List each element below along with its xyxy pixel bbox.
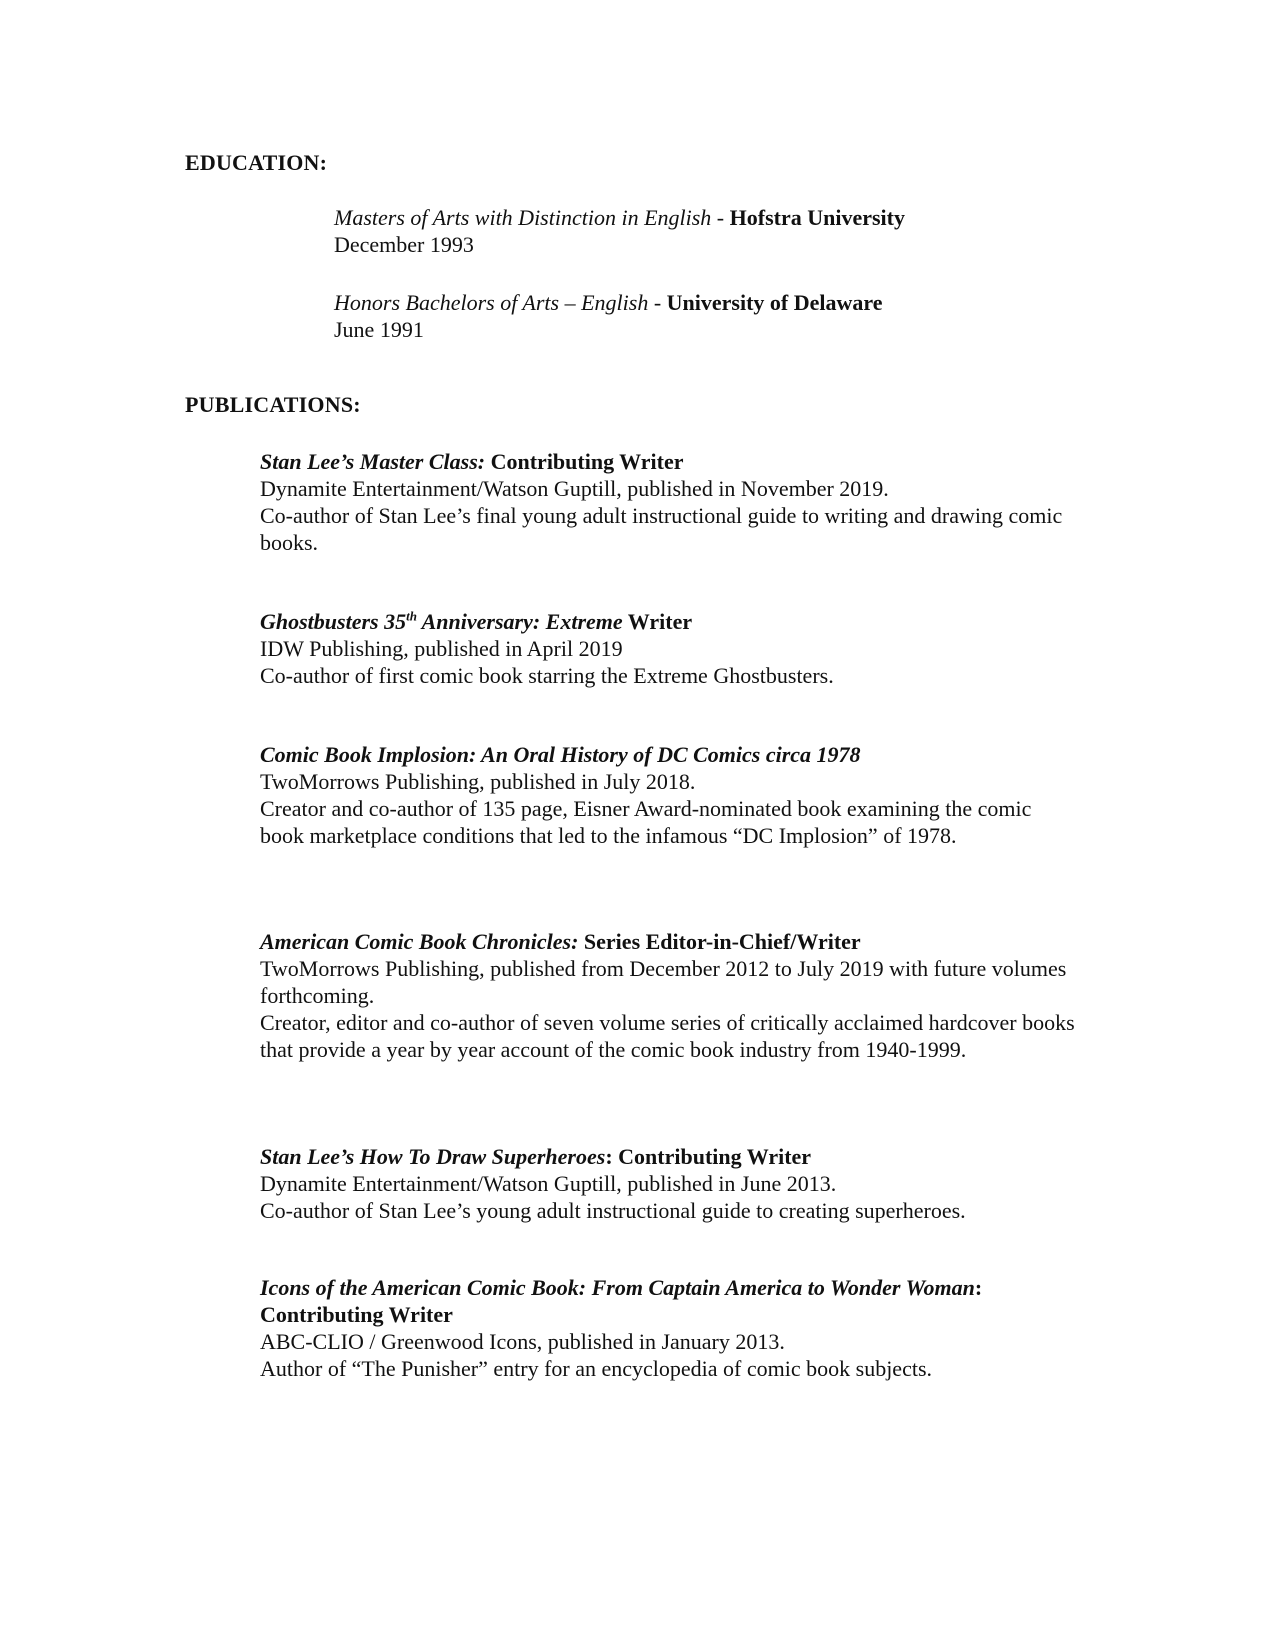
publication-description: Co-author of Stan Lee’s young adult instructional guide to creating superheroes. [260, 1198, 966, 1223]
publication-role: Series Editor-in-Chief/Writer [578, 929, 861, 954]
publication-publisher: ABC-CLIO / Greenwood Icons, published in January 2013. [260, 1329, 785, 1354]
education-date: June 1991 [334, 317, 424, 342]
publication-entry [260, 1143, 1080, 1224]
education-entry [334, 289, 883, 343]
education-degree-line [334, 204, 905, 231]
publication-title: Comic Book Implosion: An Oral History of DC Comics circa 1978 [260, 742, 861, 767]
degree: Masters of Arts with Distinction in English [334, 205, 712, 230]
publication-role: Contributing Writer [485, 449, 684, 474]
publication-entry [260, 1274, 1080, 1382]
education-heading: EDUCATION: [185, 150, 328, 175]
separator: - [711, 205, 730, 230]
publication-entry [260, 608, 1080, 689]
publication-title-line [260, 1143, 1080, 1170]
publication-description: Co-author of Stan Lee’s final young adult instructional guide to writing and drawing comic books. [260, 503, 1063, 555]
publication-title-line [260, 741, 1080, 768]
publications-heading: PUBLICATIONS: [185, 392, 361, 417]
publication-role: : Contributing Writer [260, 1275, 983, 1327]
publication-title: American Comic Book Chronicles: [260, 929, 579, 954]
publication-entry [260, 928, 1080, 1063]
education-degree-line [334, 289, 883, 316]
publication-publisher: TwoMorrows Publishing, published in July 2018. [260, 769, 696, 794]
title-part: Ghostbusters 35 [260, 609, 407, 634]
publication-title-line [260, 448, 1080, 475]
publication-role: Writer [622, 609, 693, 634]
publication-publisher: IDW Publishing, published in April 2019 [260, 636, 623, 661]
institution: University of Delaware [666, 290, 883, 315]
institution: Hofstra University [729, 205, 905, 230]
publication-role: : Contributing Writer [605, 1144, 812, 1169]
publication-title-line [260, 928, 1080, 955]
education-date: December 1993 [334, 232, 474, 257]
degree: Honors Bachelors of Arts – English [334, 290, 649, 315]
publication-title [260, 609, 623, 634]
publication-publisher: Dynamite Entertainment/Watson Guptill, published in November 2019. [260, 476, 889, 501]
publication-description: Creator, editor and co-author of seven volume series of critically acclaimed hardcover books that provide a year by year account of the comic book industry from 1940-1999. [260, 1010, 1075, 1062]
publication-entry [260, 448, 1080, 556]
education-entry [334, 204, 905, 258]
publication-title: Stan Lee’s How To Draw Superheroes [260, 1144, 606, 1169]
separator: - [648, 290, 667, 315]
publication-title-line [260, 608, 1080, 635]
publication-title: Icons of the American Comic Book: From Captain America to Wonder Woman [260, 1275, 975, 1300]
publication-title-line [260, 1274, 1080, 1328]
publication-publisher: Dynamite Entertainment/Watson Guptill, published in June 2013. [260, 1171, 837, 1196]
publication-description: Creator and co-author of 135 page, Eisner Award-nominated book examining the comic book marketplace conditions that led to the infamous “DC Implosion” of 1978. [260, 796, 1032, 848]
publication-publisher: TwoMorrows Publishing, published from December 2012 to July 2019 with future volumes forthcoming. [260, 956, 1067, 1008]
publication-description: Author of “The Punisher” entry for an encyclopedia of comic book subjects. [260, 1356, 933, 1381]
publication-title: Stan Lee’s Master Class: [260, 449, 486, 474]
publication-entry [260, 741, 1080, 849]
publication-description: Co-author of first comic book starring the Extreme Ghostbusters. [260, 663, 834, 688]
title-part: Anniversary: Extreme [416, 609, 623, 634]
title-superscript: th [406, 608, 417, 624]
